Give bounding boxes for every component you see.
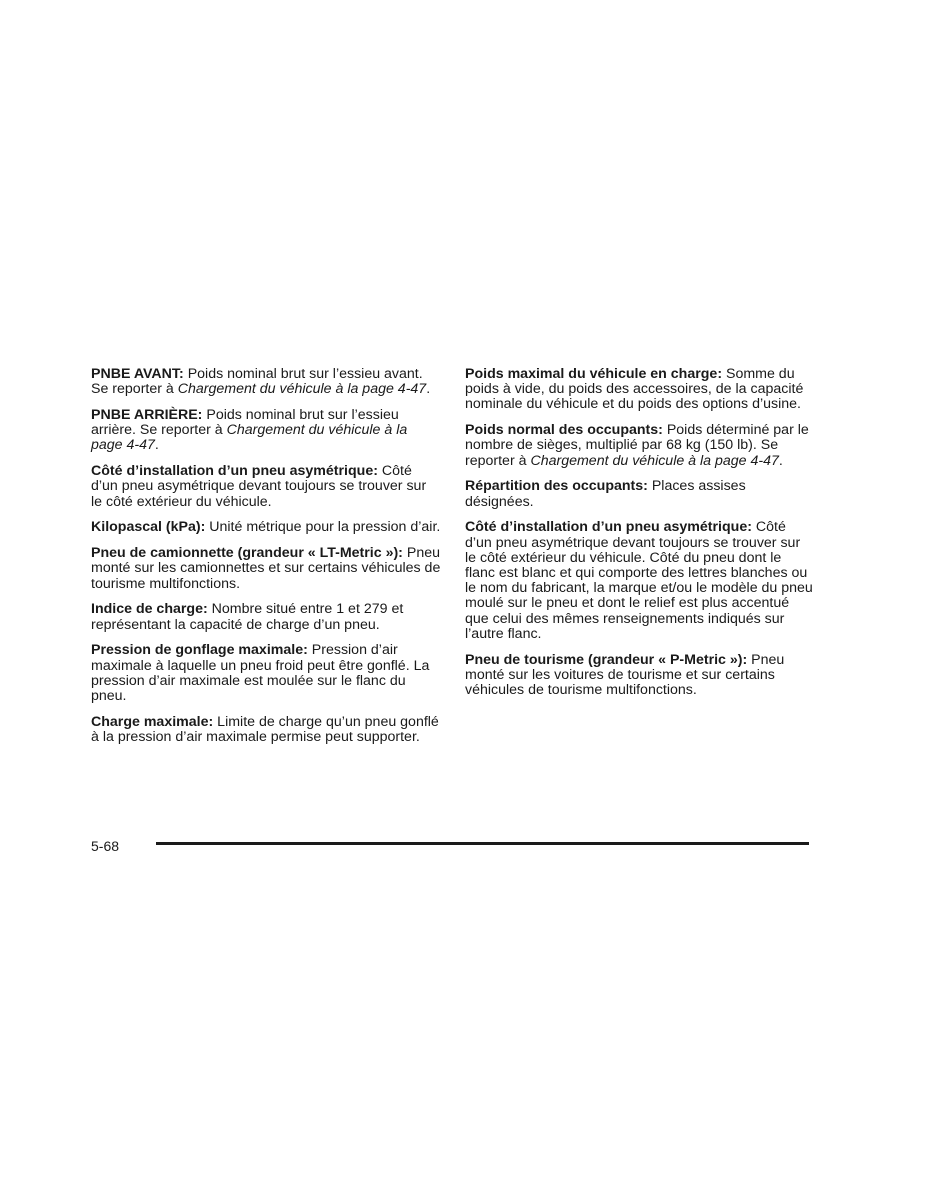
entry-term: Charge maximale:: [91, 713, 214, 730]
entry-term: Pneu de camionnette (grandeur « LT-Metric »):: [91, 545, 403, 562]
entry-text: Nombre situé entre 1 et 279 et représentant la capacité de charge d’un pneu.: [91, 601, 404, 633]
entry-text: Unité métrique pour la pression d’air.: [205, 519, 441, 536]
glossary-entry-repartition-occupants: [465, 479, 815, 509]
entry-term: Répartition des occupants:: [465, 478, 648, 495]
glossary-entry-poids-occupants: [465, 423, 815, 469]
entry-reference: Chargement du véhicule à la page 4-47: [530, 452, 779, 469]
entry-text: Poids nominal brut sur l’essieu avant. Se reporter à: [91, 366, 423, 398]
entry-text: Limite de charge qu’un pneu gonflé à la pression d’air maximale permise peut supporter.: [91, 713, 439, 746]
entry-text: Pneu monté sur les voitures de tourisme et sur certains véhicules de tourisme multifonctions.: [465, 651, 785, 699]
entry-text: Poids déterminé par le nombre de sièges, multiplié par 68 kg (150 lb). Se reporter à: [465, 422, 809, 469]
entry-term: Poids maximal du véhicule en charge:: [465, 366, 723, 382]
glossary-entry-pneu-tourisme: [465, 653, 815, 699]
entry-text: Côté d’un pneu asymétrique devant toujours se trouver sur le côté extérieur du véhicule. Côté du pneu dont le flanc est blanc et qui comporte des lettres blanches ou le nom du fabricant, la marque et/ou le modèle du pneu moulé sur le pneu et dont le relief est plus accentué que celui des mêmes renseignements indiqués sur l’autre flanc.: [465, 519, 813, 642]
entry-text: Somme du poids à vide, du poids des accessoires, de la capacité nominale du véhicule et du poids des options d’usine.: [465, 366, 804, 413]
entry-term: Côté d’installation d’un pneu asymétrique:: [91, 463, 378, 480]
entry-text: Pression d’air maximale à laquelle un pneu froid peut être gonflé. La pression d’air maximale est moulée sur le flanc du pneu.: [91, 642, 430, 705]
entry-term: Indice de charge:: [91, 601, 208, 618]
entry-term: Poids normal des occupants:: [465, 422, 663, 439]
entry-reference: Chargement du véhicule à la page 4-47: [91, 422, 408, 454]
glossary-entry-charge-maximale: [91, 715, 441, 745]
entry-term: Kilopascal (kPa):: [91, 519, 206, 536]
entry-tail: .: [778, 452, 783, 469]
entry-text: Pneu monté sur les camionnettes et sur certains véhicules de tourisme multifonctions.: [91, 545, 441, 592]
glossary-entry-pression-gonflage: [91, 643, 441, 704]
footer-divider: [156, 842, 809, 845]
entry-term: PNBE ARRIÈRE:: [91, 407, 203, 423]
glossary-entry-pnbe-arriere: [91, 408, 441, 454]
entry-term: Pression de gonflage maximale:: [91, 642, 308, 659]
entry-text: Places assises désignées.: [465, 478, 746, 510]
entry-reference: Chargement du véhicule à la page 4-47: [177, 381, 427, 398]
left-column: [91, 367, 441, 756]
right-column: [465, 367, 815, 709]
entry-term: Côté d’installation d’un pneu asymétrique:: [465, 519, 752, 536]
entry-text: Poids nominal brut sur l’essieu arrière. Se reporter à: [91, 407, 399, 439]
glossary-entry-pnbe-avant: [91, 367, 441, 397]
glossary-entry-pneu-camionnette: [91, 546, 441, 592]
glossary-entry-poids-maximal: [465, 367, 815, 413]
entry-term: Pneu de tourisme (grandeur « P-Metric »):: [465, 651, 748, 668]
glossary-entry-cote-installation-detail: [465, 520, 815, 642]
glossary-entry-kilopascal: [91, 520, 441, 535]
entry-text: Côté d’un pneu asymétrique devant toujours se trouver sur le côté extérieur du véhicule.: [91, 463, 427, 510]
page-number: 5-68: [91, 838, 120, 854]
entry-tail: .: [426, 381, 431, 398]
entry-term: PNBE AVANT:: [91, 366, 184, 382]
entry-tail: .: [154, 437, 159, 454]
glossary-entry-indice-charge: [91, 602, 441, 632]
glossary-entry-cote-installation: [91, 464, 441, 510]
